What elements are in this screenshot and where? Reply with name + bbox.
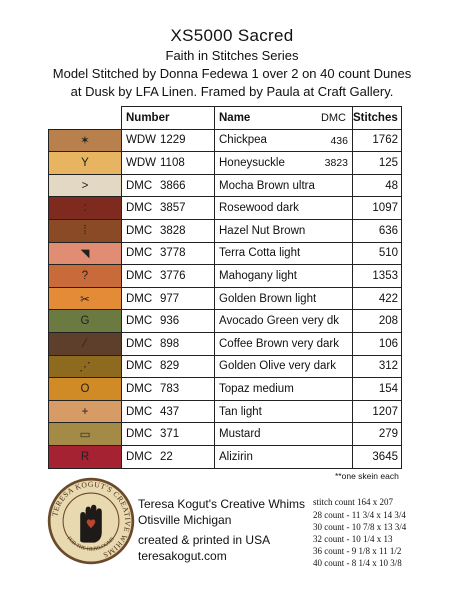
color-swatch: [49, 378, 122, 401]
color-swatch: [49, 129, 122, 152]
stitch-count-cell: 125: [353, 152, 402, 175]
stitch-symbol: ◥: [80, 248, 90, 261]
stitch-symbol: +: [81, 405, 89, 418]
pattern-title: XS5000 Sacred: [170, 26, 294, 45]
stitch-count-cell: 154: [353, 378, 402, 401]
floss-name-cell: [215, 129, 353, 152]
floss-number-cell: [122, 423, 215, 446]
stitch-count-cell: 279: [353, 423, 402, 446]
floss-brand: WDW: [126, 156, 157, 169]
table-row: [49, 129, 402, 152]
floss-key-table: [48, 106, 402, 469]
table-row: [49, 378, 402, 401]
table-row: [49, 152, 402, 175]
logo-bottom-text: FOR THE HEIRLOOMS: [65, 535, 116, 553]
stitch-symbol: ?: [81, 269, 89, 282]
fabric-size-line: 30 count - 10 7/8 x 13 3/4: [313, 522, 407, 532]
floss-name: Mustard: [219, 428, 261, 441]
floss-name: Hazel Nut Brown: [219, 224, 306, 237]
stitch-count-cell: 48: [353, 174, 402, 197]
table-row: [49, 242, 402, 265]
color-swatch: [49, 355, 122, 378]
name-header-label: Name: [219, 111, 251, 124]
stitch-symbol: >: [81, 179, 89, 192]
floss-brand: DMC: [126, 428, 153, 441]
stitch-symbol: ⁞: [83, 224, 87, 237]
floss-brand: DMC: [126, 224, 153, 237]
table-row: [49, 174, 402, 197]
floss-name: Rosewood dark: [219, 202, 299, 215]
floss-brand: DMC: [126, 315, 153, 328]
color-swatch: [49, 242, 122, 265]
floss-number-cell: [122, 355, 215, 378]
brand-location: Otisville Michigan: [138, 513, 232, 527]
floss-name: Honeysuckle: [219, 156, 285, 169]
table-row: [49, 287, 402, 310]
fabric-size-line: 40 count - 8 1/4 x 10 3/8: [313, 558, 402, 568]
floss-name: Tan light: [219, 405, 262, 418]
table-row: [49, 332, 402, 355]
table-row: [49, 219, 402, 242]
stitch-count: stitch count 164 x 207: [313, 497, 393, 507]
stitch-symbol: ⋰: [79, 361, 91, 374]
floss-code: 829: [160, 360, 180, 373]
floss-name-cell: [215, 197, 353, 220]
floss-code: 1229: [160, 134, 186, 147]
floss-code: 1108: [160, 156, 185, 169]
floss-brand: DMC: [126, 337, 153, 350]
floss-brand: DMC: [126, 450, 153, 463]
website-link[interactable]: teresakogut.com: [138, 549, 227, 563]
table-row: [49, 197, 402, 220]
dmc-equivalent: 436: [330, 134, 348, 147]
floss-number-cell: [122, 287, 215, 310]
floss-name-cell: [215, 445, 353, 468]
floss-key-body: [49, 129, 402, 468]
floss-code: 936: [160, 315, 180, 328]
floss-number-cell: [122, 219, 215, 242]
floss-number-cell: [122, 129, 215, 152]
floss-brand: DMC: [126, 292, 153, 305]
floss-code: 22: [160, 450, 173, 463]
color-swatch: [49, 332, 122, 355]
floss-name: Alizirin: [219, 450, 253, 463]
model-description-line-1: Model Stitched by Donna Fedewa 1 over 2 on 40 count Dunes: [52, 66, 412, 81]
floss-brand: DMC: [126, 247, 153, 260]
floss-name-cell: [215, 310, 353, 333]
fabric-size-line: 32 count - 10 1/4 x 13: [313, 534, 393, 544]
dmc-header: DMC: [320, 112, 346, 124]
floss-name: Golden Brown light: [219, 292, 317, 305]
stitch-count-cell: 1097: [353, 197, 402, 220]
stitch-symbol: ▭: [79, 429, 91, 442]
color-swatch: [49, 445, 122, 468]
floss-name-cell: [215, 287, 353, 310]
stitch-symbol: ✶: [80, 135, 90, 148]
stitch-symbol: O: [80, 382, 90, 395]
color-swatch: [49, 152, 122, 175]
floss-code: 898: [160, 337, 180, 350]
stitch-count-cell: 106: [353, 332, 402, 355]
color-swatch: [49, 197, 122, 220]
stitch-symbol: ⁄: [84, 337, 86, 350]
floss-brand: DMC: [126, 269, 153, 282]
table-row: [49, 310, 402, 333]
floss-name: Terra Cotta light: [219, 247, 301, 260]
creative-whims-logo: [46, 476, 136, 566]
floss-name-cell: [215, 355, 353, 378]
fabric-size-line: 36 count - 9 1/8 x 11 1/2: [313, 546, 402, 556]
floss-brand: DMC: [126, 405, 153, 418]
floss-number-cell: [122, 265, 215, 288]
floss-name: Mocha Brown ultra: [219, 179, 315, 192]
number-header: Number: [122, 107, 215, 130]
floss-brand: DMC: [126, 360, 153, 373]
floss-code: 3857: [160, 202, 186, 215]
stitch-count-cell: 3645: [353, 445, 402, 468]
swatch-header: [49, 107, 122, 130]
table-header-row: [49, 107, 402, 130]
floss-name-cell: [215, 400, 353, 423]
floss-number-cell: [122, 445, 215, 468]
floss-name-cell: [215, 423, 353, 446]
stitch-symbol: :: [83, 202, 87, 215]
table-row: [49, 265, 402, 288]
floss-name-cell: [215, 152, 353, 175]
dmc-equivalent: 3823: [324, 157, 348, 170]
stitch-symbol: ✂: [80, 293, 90, 306]
stitch-count-cell: 1353: [353, 265, 402, 288]
skein-note: **one skein each: [335, 471, 399, 481]
brand-name: Teresa Kogut's Creative Whims: [138, 497, 306, 511]
stitch-symbol: R: [80, 450, 90, 463]
floss-name: Avocado Green very dk: [219, 315, 339, 328]
floss-name: Mahogany light: [219, 269, 297, 282]
stitch-count-cell: 510: [353, 242, 402, 265]
floss-number-cell: [122, 152, 215, 175]
table-row: [49, 355, 402, 378]
color-swatch: [49, 219, 122, 242]
floss-code: 977: [160, 292, 180, 305]
floss-number-cell: [122, 242, 215, 265]
color-swatch: [49, 310, 122, 333]
stitch-count-cell: 636: [353, 219, 402, 242]
stitch-symbol: G: [80, 315, 90, 328]
floss-name-cell: [215, 265, 353, 288]
floss-name: Chickpea: [219, 134, 267, 147]
made-in-text: created & printed in USA: [138, 533, 271, 547]
floss-brand: WDW: [126, 134, 157, 147]
stitch-symbol: Y: [81, 156, 89, 169]
stitch-count-cell: 422: [353, 287, 402, 310]
floss-number-cell: [122, 378, 215, 401]
floss-name-cell: [215, 242, 353, 265]
floss-brand: DMC: [126, 179, 153, 192]
floss-name-cell: [215, 219, 353, 242]
floss-number-cell: [122, 400, 215, 423]
stitch-count-cell: 208: [353, 310, 402, 333]
floss-name-cell: [215, 332, 353, 355]
table-row: [49, 445, 402, 468]
floss-brand: DMC: [126, 202, 153, 215]
color-swatch: [49, 265, 122, 288]
model-description-line-2: at Dusk by LFA Linen. Framed by Paula at Craft Gallery.: [70, 84, 394, 99]
series-subtitle: Faith in Stitches Series: [165, 48, 299, 63]
floss-number-cell: [122, 174, 215, 197]
floss-number-cell: [122, 310, 215, 333]
floss-code: 437: [160, 405, 180, 418]
floss-number-cell: [122, 197, 215, 220]
color-swatch: [49, 423, 122, 446]
floss-name: Golden Olive very dark: [219, 360, 336, 373]
stitch-count-cell: 1207: [353, 400, 402, 423]
stitch-count-cell: 1762: [353, 129, 402, 152]
floss-code: 3828: [160, 224, 186, 237]
floss-number-cell: [122, 332, 215, 355]
color-swatch: [49, 287, 122, 310]
stitch-count-cell: 312: [353, 355, 402, 378]
floss-name: Topaz medium: [219, 382, 294, 395]
table-row: [49, 423, 402, 446]
floss-name-cell: [215, 174, 353, 197]
floss-code: 3866: [160, 179, 186, 192]
floss-brand: DMC: [126, 382, 153, 395]
stitches-header: Stitches: [353, 107, 402, 130]
floss-code: 783: [160, 382, 180, 395]
color-swatch: [49, 174, 122, 197]
floss-name-cell: [215, 378, 353, 401]
floss-code: 3776: [160, 269, 186, 282]
color-swatch: [49, 400, 122, 423]
table-row: [49, 400, 402, 423]
fabric-size-line: 28 count - 11 3/4 x 14 3/4: [313, 510, 406, 520]
logo-ring-text: TERESA KOGUT'S CREATIVE WHIMS: [50, 479, 133, 560]
floss-name: Coffee Brown very dark: [219, 337, 339, 350]
name-header: [215, 107, 353, 130]
floss-code: 3778: [160, 247, 186, 260]
floss-code: 371: [160, 428, 180, 441]
